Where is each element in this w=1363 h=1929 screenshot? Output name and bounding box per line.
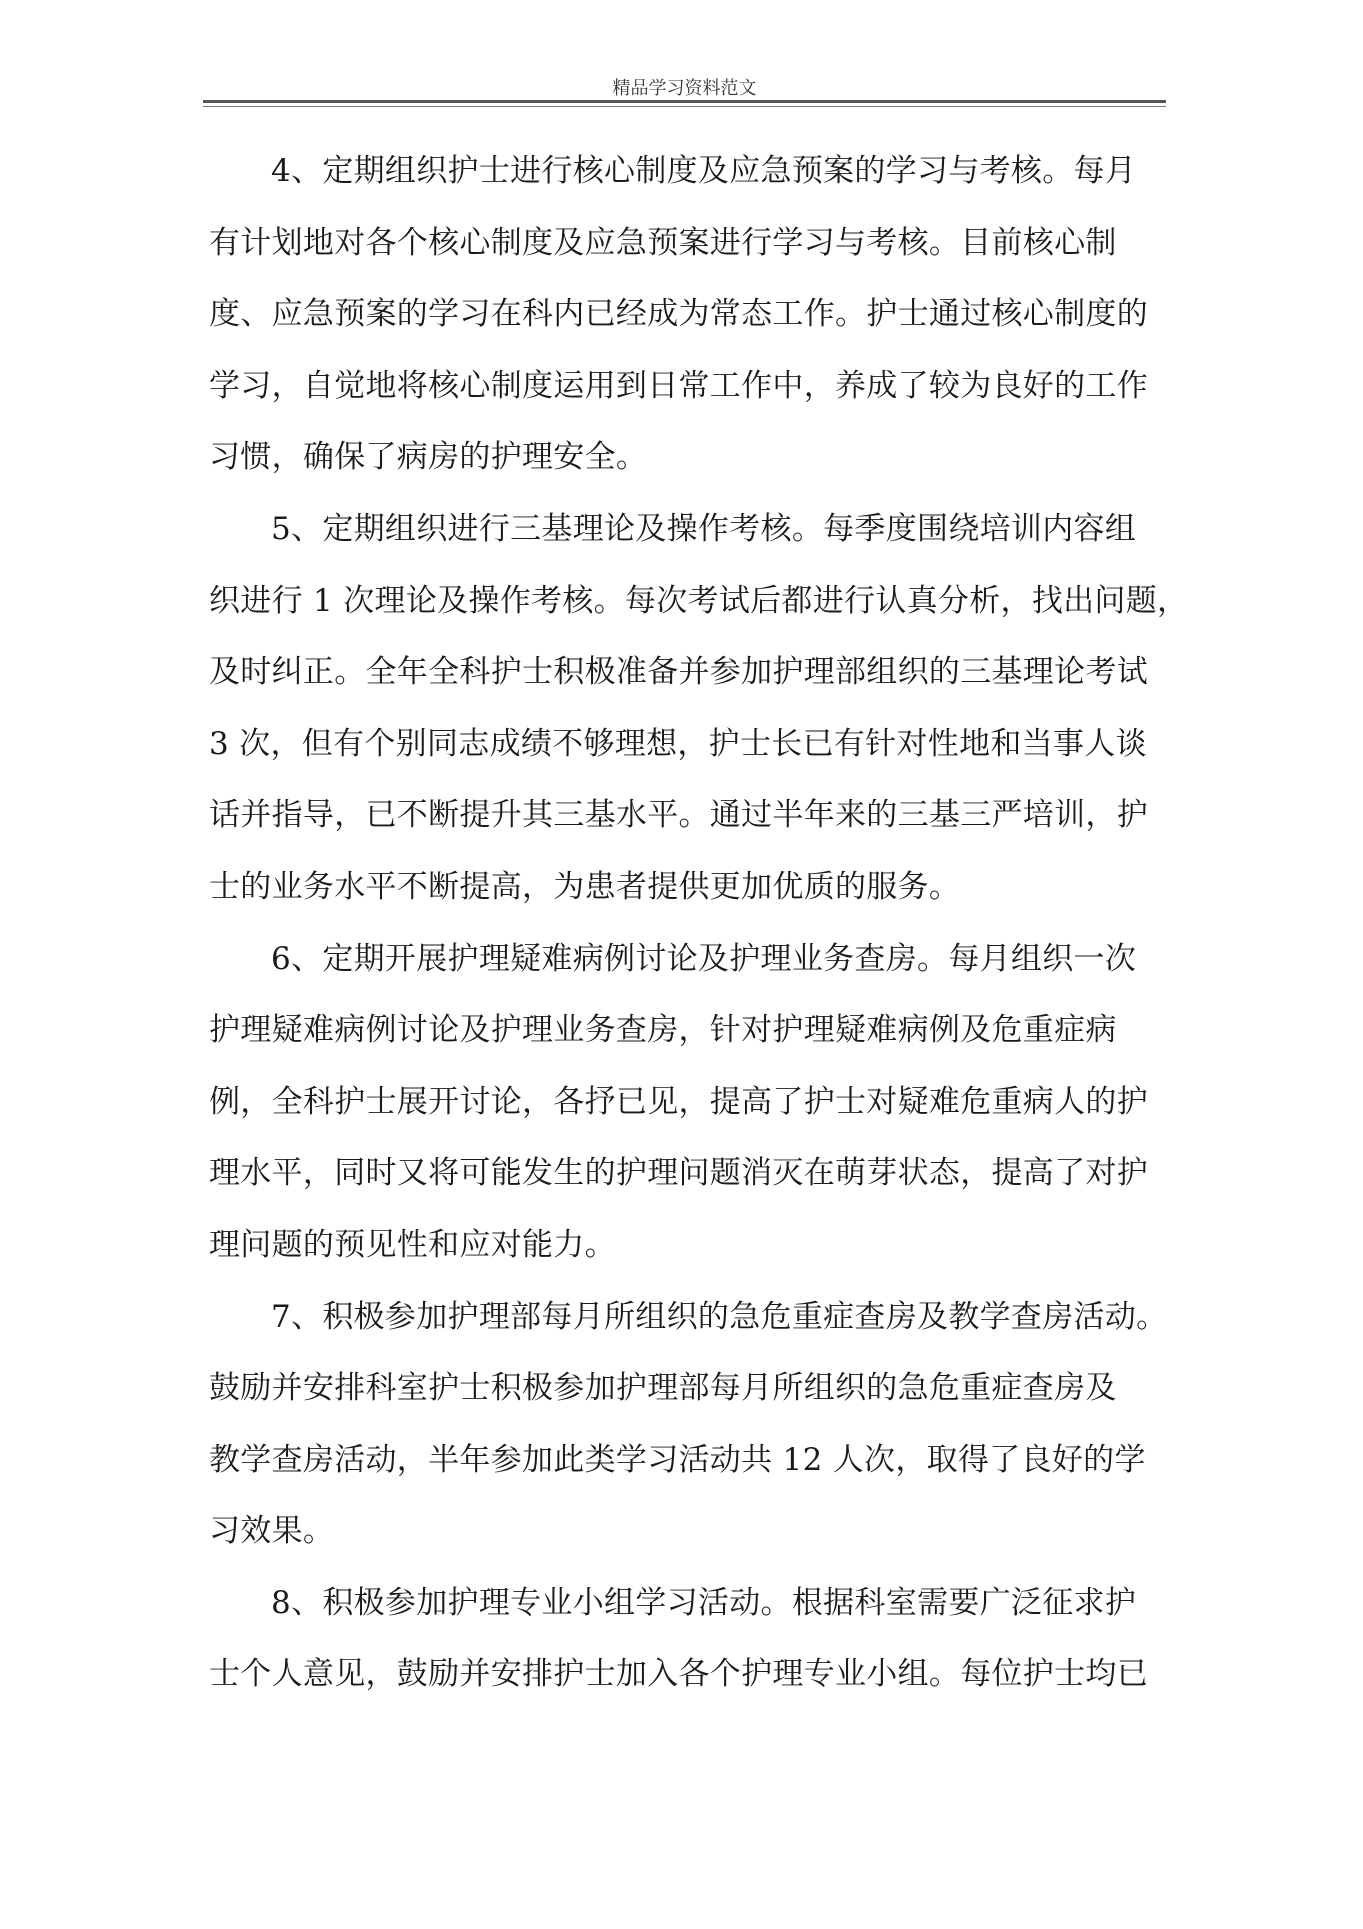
paragraph-line: 习惯，确保了病房的护理安全。 [209,439,648,476]
paragraph-line: 有计划地对各个核心制度及应急预案进行学习与考核。目前核心制 [209,224,1117,261]
paragraph-8 [209,1568,1169,1711]
paragraph-line: 5、定期组织进行三基理论及操作考核。每季度围绕培训内容组 [271,510,1137,547]
page-header-title: 精品学习资料范文 [612,78,757,98]
paragraph-line: 鼓励并安排科室护士积极参加护理部每月所组织的急危重症查房及 [209,1370,1117,1407]
paragraph-line: 及时纠正。全年全科护士积极准备并参加护理部组织的三基理论考试 [209,654,1148,691]
paragraph-line: 4、定期组织护士进行核心制度及应急预案的学习与考核。每月 [271,153,1137,189]
paragraph-line: 3 次，但有个别同志成绩不够理想，护士长已有针对性地和当事人谈 [209,725,1147,762]
header-rule [203,100,1166,103]
paragraph-line: 例，全科护士展开讨论，各抒已见，提高了护士对疑难危重病人的护 [209,1083,1148,1120]
paragraph-5 [209,494,1189,924]
paragraph-line: 织进行 1 次理论及操作考核。每次考试后都进行认真分析，找出问题， [209,582,1189,619]
paragraph-6 [209,924,1169,1282]
paragraph-line: 话并指导，已不断提升其三基水平。通过半年来的三基三严培训，护 [209,797,1148,834]
paragraph-line: 理水平，同时又将可能发生的护理问题消灭在萌芽状态，提高了对护 [209,1155,1148,1192]
paragraph-line: 7、积极参加护理部每月所组织的急危重症查房及教学查房活动。 [271,1298,1168,1335]
paragraph-line: 士个人意见，鼓励并安排护士加入各个护理专业小组。每位护士均已 [209,1656,1148,1693]
paragraph-line: 教学查房活动，半年参加此类学习活动共 12 人次，取得了良好的学 [209,1441,1146,1478]
paragraph-line: 学习，自觉地将核心制度运用到日常工作中，养成了较为良好的工作 [209,367,1148,404]
paragraph-line: 士的业务水平不断提高，为患者提供更加优质的服务。 [209,868,961,905]
paragraph-line: 8、积极参加护理专业小组学习活动。根据科室需要广泛征求护 [271,1584,1137,1621]
paragraph-line: 理问题的预见性和应对能力。 [209,1226,616,1263]
paragraph-line: 度、应急预案的学习在科内已经成为常态工作。护士通过核心制度的 [209,296,1148,333]
paragraph-7 [209,1282,1169,1568]
paragraph-line: 习效果。 [209,1513,335,1550]
paragraph-line: 6、定期开展护理疑难病例讨论及护理业务查房。每月组织一次 [271,940,1137,977]
paragraph-line: 护理疑难病例讨论及护理业务查房，针对护理疑难病例及危重症病 [209,1012,1117,1049]
header-rule-secondary [203,106,1166,107]
paragraph-4 [209,136,1169,494]
document-body [209,136,1189,1711]
